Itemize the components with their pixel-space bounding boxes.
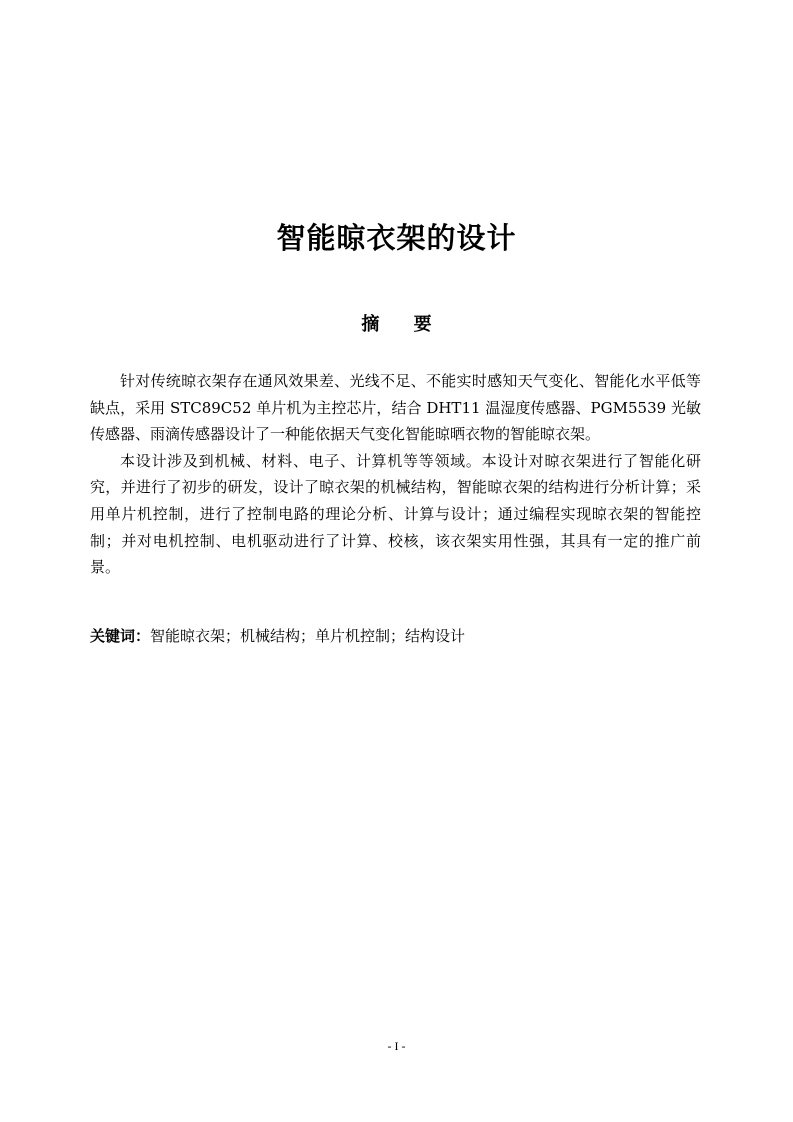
keywords-line [90,624,701,648]
keywords-label: 关键词： [90,627,151,645]
document-title: 智能晾衣架的设计 [276,221,517,255]
abstract-paragraph-2: 本设计涉及到机械、材料、电子、计算机等等领域。本设计对晾衣架进行了智能化研究，并进行了初步的研发，设计了晾衣架的机械结构，智能晾衣架的结构进行分析计算；采用单片机控制，进行了控制电路的理论分析、计算与设计；通过编程实现晾衣架的智能控制；并对电机控制、电机驱动进行了计算、校核，该衣架实用性强，其具有一定的推广前景。 [90,451,701,577]
abstract-body [90,368,701,581]
page-number: - I - [387,1039,406,1053]
abstract-heading: 摘 要 [361,314,446,335]
keywords-text: 智能晾衣架；机械结构；单片机控制；结构设计 [150,627,466,645]
abstract-paragraph-1: 针对传统晾衣架存在通风效果差、光线不足、不能实时感知天气变化、智能化水平低等缺点，采用 STC89C52 单片机为主控芯片，结合 DHT11 温湿度传感器、PGM5539 光敏传感器、雨滴传感器设计了一种能依据天气变化智能晾晒衣物的智能晾衣架。 [90,372,701,444]
